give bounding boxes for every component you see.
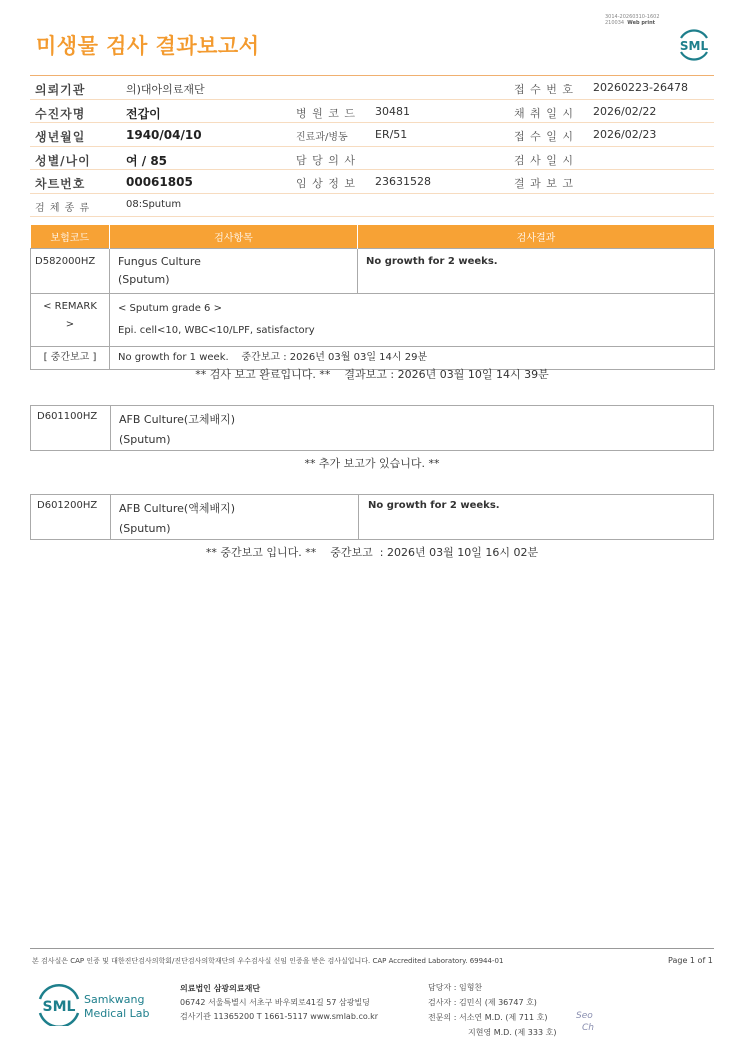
name-value: 전갑이 bbox=[126, 106, 161, 121]
test-name: Fungus Culture bbox=[118, 254, 201, 268]
footer-divider bbox=[30, 948, 714, 949]
samkwang-logo-name1: Samkwang bbox=[84, 993, 145, 1006]
table-row bbox=[31, 248, 715, 293]
print-info bbox=[605, 14, 685, 26]
header-code: 보험코드 bbox=[31, 225, 110, 248]
interim-text: No growth for 1 week. 중간보고 : 2026년 03월 03일 14시 29분 bbox=[110, 346, 715, 369]
birth-value: 1940/04/10 bbox=[126, 128, 202, 142]
test-name-cell bbox=[119, 410, 235, 450]
test-name: AFB Culture(고체배지) bbox=[119, 413, 236, 426]
receive-date-value: 2026/02/23 bbox=[593, 128, 657, 141]
info-row bbox=[30, 100, 714, 124]
test-result: No growth for 2 weeks. bbox=[358, 248, 715, 293]
remark-row bbox=[31, 293, 715, 346]
org-info bbox=[180, 982, 378, 1024]
sex-age-label: 성별/나이 bbox=[35, 153, 91, 168]
institution-value: 의)대아의료재단 bbox=[126, 83, 205, 96]
info-row bbox=[30, 123, 714, 147]
info-row bbox=[30, 76, 714, 100]
test-code: D601200HZ bbox=[37, 500, 98, 511]
dept-label: 진료과/병동 bbox=[296, 132, 348, 143]
hospital-code-value: 30481 bbox=[375, 104, 410, 118]
name-label: 수진자명 bbox=[35, 106, 86, 121]
staff-specialist2: 지현영 M.D. (제 333 호) bbox=[468, 1028, 557, 1037]
test-result: No growth for 2 weeks. bbox=[368, 500, 500, 511]
specimen-value: 08:Sputum bbox=[126, 198, 182, 210]
info-row bbox=[30, 194, 714, 218]
signature-1: Seo bbox=[576, 1011, 593, 1021]
test-date-label: 검 사 일 시 bbox=[514, 153, 574, 167]
test-box bbox=[30, 405, 714, 451]
staff-manager: 담당자 : 임형찬 bbox=[428, 983, 483, 992]
collect-date-label: 채 취 일 시 bbox=[514, 106, 574, 120]
signature-2: Ch bbox=[582, 1023, 594, 1033]
org-contact: 검사기관 11365200 T 1661-5117 www.smlab.co.kr bbox=[180, 1012, 379, 1021]
reception-no-label: 접 수 번 호 bbox=[514, 83, 574, 96]
staff-info bbox=[428, 980, 556, 1040]
test-specimen: (Sputum) bbox=[119, 433, 171, 446]
report-label: 결 과 보 고 bbox=[514, 177, 574, 190]
accreditation-note: 본 검사실은 CAP 인증 및 대한진단검사의학회/진단검사의학재단의 우수검사실 신임 인증을 받은 검사실입니다. CAP Accredited Laboratory. 69944-01 bbox=[32, 957, 504, 965]
reception-no-value: 20260223-26478 bbox=[593, 81, 688, 94]
institution-label: 의뢰기관 bbox=[35, 83, 86, 97]
info-row bbox=[30, 170, 714, 194]
info-row bbox=[30, 147, 714, 171]
receive-date-label: 접 수 일 시 bbox=[514, 130, 574, 143]
samkwang-logo-name2: Medical Lab bbox=[84, 1007, 150, 1020]
test-name-cell bbox=[119, 499, 235, 539]
document-title: 미생물 검사 결과보고서 bbox=[36, 34, 260, 58]
test-box bbox=[30, 494, 714, 540]
birth-label: 생년월일 bbox=[35, 130, 86, 144]
clinical-value: 23631528 bbox=[375, 175, 431, 188]
test-code: D601100HZ bbox=[37, 411, 98, 422]
clinical-label: 임 상 정 보 bbox=[296, 177, 356, 190]
doctor-label: 담 당 의 사 bbox=[296, 153, 356, 167]
print-code: 210034 bbox=[605, 20, 625, 26]
remark-line2: Epi. cell<10, WBC<10/LPF, satisfactory bbox=[118, 324, 315, 336]
interim-label: [ 중간보고 ] bbox=[31, 346, 110, 369]
specimen-label: 검 체 종 류 bbox=[35, 202, 91, 214]
print-type: Web print bbox=[627, 20, 656, 26]
sml-logo-text: SML bbox=[679, 39, 709, 53]
samkwang-logo-text: SML bbox=[42, 999, 76, 1015]
header-item: 검사항목 bbox=[110, 225, 358, 248]
results-table bbox=[30, 225, 715, 370]
org-address: 06742 서울특별시 서초구 바우뫼로41길 57 삼광빌딩 bbox=[180, 998, 370, 1007]
collect-date-value: 2026/02/22 bbox=[593, 104, 657, 118]
staff-specialist1: 전문의 : 서소연 M.D. (제 711 호) bbox=[428, 1013, 548, 1022]
test-specimen: (Sputum) bbox=[119, 522, 171, 535]
staff-tester: 검사자 : 김민식 (제 36747 호) bbox=[428, 998, 537, 1007]
chart-label: 차트번호 bbox=[35, 177, 86, 191]
org-name: 의료법인 삼광의료재단 bbox=[180, 984, 261, 993]
test-code: D582000HZ bbox=[31, 248, 110, 293]
report-note: ** 추가 보고가 있습니다. ** bbox=[304, 457, 440, 470]
remark-cell bbox=[110, 293, 715, 346]
signature bbox=[576, 1010, 594, 1034]
test-specimen: (Sputum) bbox=[118, 272, 170, 286]
remark-label: < REMARK > bbox=[31, 293, 110, 346]
chart-value: 00061805 bbox=[126, 175, 193, 189]
report-note: ** 검사 보고 완료입니다. ** 결과보고 : 2026년 03월 10일 14시 39분 bbox=[195, 368, 549, 381]
page-number: Page 1 of 1 bbox=[668, 956, 713, 965]
sml-logo-icon bbox=[674, 24, 714, 62]
report-note: ** 중간보고 입니다. ** 중간보고 : 2026년 03월 10일 16시 02분 bbox=[205, 546, 539, 559]
hospital-code-label: 병 원 코 드 bbox=[296, 106, 356, 120]
test-name-cell bbox=[110, 248, 358, 293]
samkwang-logo-icon bbox=[36, 982, 156, 1026]
test-name: AFB Culture(액체배지) bbox=[119, 502, 236, 515]
dept-value: ER/51 bbox=[375, 128, 408, 141]
sex-age-value: 여 / 85 bbox=[126, 153, 168, 168]
header-result: 검사결과 bbox=[358, 225, 715, 248]
remark-line1: < Sputum grade 6 > bbox=[118, 302, 222, 314]
patient-info bbox=[30, 75, 714, 217]
print-id: 3014-20260310-1602 bbox=[605, 14, 660, 20]
